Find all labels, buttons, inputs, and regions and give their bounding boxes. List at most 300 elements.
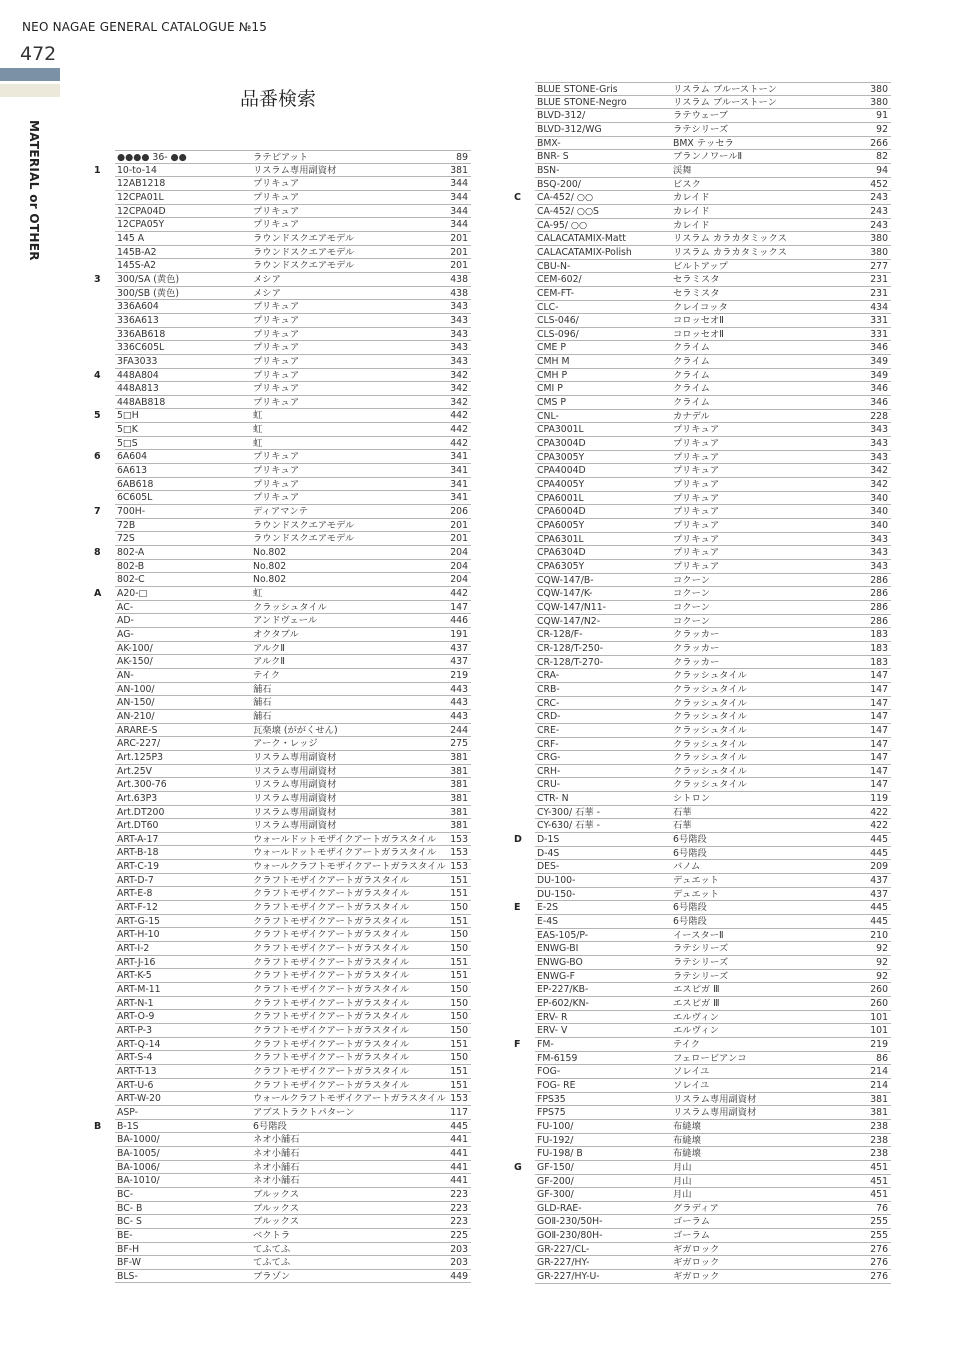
product-code: 802-A <box>117 547 145 559</box>
product-code: GR-227/HY-U- <box>537 1271 600 1283</box>
page-reference: 442 <box>450 424 468 436</box>
product-name: クラフトモザイクアートガラスタイル <box>253 984 410 996</box>
product-name: ソレイユ <box>673 1079 710 1091</box>
product-code: BC- <box>117 1188 134 1200</box>
index-row <box>115 997 471 1011</box>
product-code: ASP- <box>117 1106 139 1118</box>
product-code: BLS- <box>117 1270 138 1282</box>
product-name: カレイド <box>673 192 710 204</box>
product-code: 6C605L <box>117 492 153 504</box>
index-row <box>514 191 891 205</box>
index-row <box>535 983 891 997</box>
index-row <box>535 874 891 888</box>
index-row <box>115 191 471 205</box>
product-code: 10-to-14 <box>117 164 157 176</box>
product-code: CRH- <box>537 765 561 777</box>
index-row <box>115 1065 471 1079</box>
product-name: プリキュア <box>253 178 300 190</box>
product-code: D-4S <box>537 847 560 859</box>
index-row <box>115 683 471 697</box>
section-side-label: MATERIAL or OTHER <box>27 120 41 261</box>
product-name: 舗石 <box>253 697 272 709</box>
page-reference: 91 <box>876 110 888 122</box>
product-code: 5□K <box>117 424 138 436</box>
page-reference: 381 <box>870 1107 888 1119</box>
index-row <box>115 724 471 738</box>
index-row <box>535 437 891 451</box>
product-code: ART-W-20 <box>117 1093 161 1105</box>
product-name: No.802 <box>253 560 287 572</box>
product-code: GOⅡ-230/50H- <box>537 1216 603 1228</box>
index-row <box>115 833 471 847</box>
index-row <box>535 806 891 820</box>
page-reference: 343 <box>450 301 468 313</box>
product-code: FPS75 <box>537 1107 566 1119</box>
product-code: CPA4005Y <box>537 479 585 491</box>
product-code: A20-□ <box>117 588 148 599</box>
index-row <box>94 587 471 601</box>
product-code: CPA6301L <box>537 533 584 545</box>
product-code: CEM-602/ <box>537 274 582 286</box>
product-name: エスピガ Ⅲ <box>673 984 720 996</box>
index-row <box>535 519 891 533</box>
product-code: BLVD-312/WG <box>537 123 602 135</box>
product-code: 448A813 <box>117 383 159 395</box>
index-row <box>535 178 891 192</box>
header-accent-bar-light <box>0 84 60 97</box>
product-name: プリキュア <box>673 465 720 477</box>
product-code: CRG- <box>537 752 561 764</box>
product-code: CPA4004D <box>537 465 586 477</box>
product-name: ベクトラ <box>253 1229 291 1241</box>
product-name: ラテウェーブ <box>673 110 728 122</box>
index-row <box>115 751 471 765</box>
product-code: 6A613 <box>117 465 148 477</box>
page-reference: 441 <box>450 1134 468 1146</box>
page-reference: 223 <box>450 1202 468 1214</box>
product-code: ERV- V <box>537 1025 568 1037</box>
product-code: ART-P-3 <box>117 1025 152 1036</box>
page-reference: 76 <box>876 1202 888 1214</box>
product-code: 145S-A2 <box>117 260 157 272</box>
product-code: GR-227/CL- <box>537 1243 590 1255</box>
product-name: プリキュア <box>253 396 300 408</box>
page-reference: 243 <box>870 205 888 217</box>
index-row <box>115 532 471 546</box>
page-reference: 380 <box>870 233 888 245</box>
product-code: GLD-RAE- <box>537 1202 582 1214</box>
index-group-letter: G <box>514 1161 522 1173</box>
catalogue-header: NEO NAGAE GENERAL CATALOGUE №15 <box>22 20 268 34</box>
product-code: CRB- <box>537 683 560 695</box>
product-code: 336C605L <box>117 342 165 354</box>
product-name: クラフトモザイクアートガラスタイル <box>253 1038 410 1050</box>
product-name: ウォールドットモザイクアートガラスタイル <box>253 833 437 845</box>
index-row <box>115 1174 471 1188</box>
product-code: 6AB618 <box>117 478 154 490</box>
index-row <box>115 177 471 191</box>
index-row <box>535 669 891 683</box>
index-row <box>535 505 891 519</box>
product-name: 6号階段 <box>253 1120 287 1132</box>
page-reference: 153 <box>450 847 468 859</box>
product-name: プリキュア <box>253 191 300 203</box>
index-row <box>535 628 891 642</box>
index-row <box>535 287 891 301</box>
page-reference: 231 <box>870 287 888 299</box>
page-reference: 340 <box>870 506 888 518</box>
product-code: Art.300-76 <box>117 779 167 791</box>
page-reference: 147 <box>870 765 888 777</box>
page-reference: 349 <box>870 356 888 368</box>
product-code: CALACATAMIX-Matt <box>537 233 626 245</box>
product-name: クラフトモザイクアートガラスタイル <box>253 888 410 900</box>
product-name: プリキュア <box>253 383 300 395</box>
page-reference: 442 <box>450 588 468 599</box>
product-name: シトロン <box>673 793 711 805</box>
index-row <box>115 765 471 779</box>
product-name: テイク <box>673 1038 701 1050</box>
product-name: リスラム専用副資材 <box>253 765 337 777</box>
product-code: FM- <box>537 1038 554 1050</box>
index-row <box>535 341 891 355</box>
product-name: コクーン <box>673 588 711 600</box>
index-row <box>115 491 471 505</box>
product-name: アーク・レッジ <box>253 738 318 750</box>
index-row <box>115 396 471 410</box>
product-code: 3FA3033 <box>117 355 158 367</box>
index-row <box>115 778 471 792</box>
product-code: 6A604 <box>117 451 148 463</box>
index-row <box>535 970 891 984</box>
product-name: ソレイユ <box>673 1066 710 1078</box>
product-code: CA-95/ ○○ <box>537 219 588 231</box>
index-row <box>535 137 891 151</box>
product-code: CPA6304D <box>537 547 586 559</box>
page-reference: 452 <box>870 178 888 190</box>
product-name: 石華 <box>673 806 692 818</box>
page-reference: 231 <box>870 274 888 286</box>
index-row <box>115 382 471 396</box>
product-name: リスラム カラカタミックス <box>673 233 787 245</box>
index-row <box>115 573 471 587</box>
index-row <box>115 218 471 232</box>
page-reference: 238 <box>870 1134 888 1146</box>
page-reference: 228 <box>870 410 888 422</box>
index-row <box>115 669 471 683</box>
product-code: GF-150/ <box>537 1161 574 1173</box>
page-reference: 342 <box>450 396 468 408</box>
index-row <box>115 355 471 369</box>
product-name: ビスク <box>673 178 701 190</box>
product-name: ラテシリーズ <box>673 970 729 982</box>
product-code: BSQ-200/ <box>537 178 581 190</box>
product-name: ラテピアット <box>253 152 309 163</box>
product-name: プリキュア <box>253 328 300 340</box>
product-name: ラテシリーズ <box>673 957 729 968</box>
product-name: クライム <box>673 369 710 381</box>
product-code: CNL- <box>537 410 559 422</box>
product-code: ART-U-6 <box>117 1079 154 1091</box>
product-code: ENWG-F <box>537 970 575 982</box>
product-name: コクーン <box>673 615 711 627</box>
page-reference: 346 <box>870 397 888 409</box>
product-code: ART-I-2 <box>117 943 150 955</box>
index-row <box>514 901 891 915</box>
page-reference: 147 <box>870 738 888 750</box>
page-reference: 183 <box>870 642 888 654</box>
page-reference: 445 <box>450 1120 468 1132</box>
product-code: DU-150- <box>537 888 576 900</box>
product-name: テイク <box>253 669 281 681</box>
page-reference: 340 <box>870 520 888 531</box>
index-row <box>535 1188 891 1202</box>
product-name: クラフトモザイクアートガラスタイル <box>253 1065 410 1077</box>
product-name: クラッシュタイル <box>253 601 327 613</box>
product-code: FPS35 <box>537 1093 566 1105</box>
index-row <box>535 574 891 588</box>
page-reference: 343 <box>450 342 468 354</box>
product-name: ラウンドスクエアモデル <box>253 260 355 272</box>
product-code: AC- <box>117 601 134 613</box>
product-name: 6号階段 <box>673 916 707 928</box>
index-row <box>535 96 891 110</box>
page-reference: 101 <box>870 1025 888 1037</box>
page-reference: 380 <box>870 246 888 258</box>
index-row <box>115 423 471 437</box>
product-name: プリキュア <box>253 219 300 231</box>
product-code: 802-B <box>117 560 145 572</box>
product-name: 月山 <box>673 1175 692 1187</box>
product-code: ART-J-16 <box>117 956 156 968</box>
index-row <box>115 519 471 533</box>
product-code: GF-200/ <box>537 1175 574 1187</box>
product-code: ART-Q-14 <box>117 1038 161 1050</box>
index-row <box>115 928 471 942</box>
index-row <box>115 328 471 342</box>
index-group-letter: B <box>94 1120 102 1132</box>
product-name: ゴーラム <box>673 1216 711 1228</box>
page-reference: 286 <box>870 601 888 613</box>
index-row <box>115 956 471 970</box>
product-code: ENWG-BI <box>537 943 579 955</box>
page-reference: 201 <box>450 260 468 272</box>
page-reference: 449 <box>450 1270 468 1282</box>
page-reference: 437 <box>870 875 888 887</box>
product-name: 石華 <box>673 820 692 832</box>
product-name: No.802 <box>253 547 287 559</box>
index-row <box>115 1038 471 1052</box>
index-row <box>535 778 891 792</box>
product-code: 12CPA05Y <box>117 219 165 231</box>
index-row <box>535 1147 891 1161</box>
product-name: アルクⅡ <box>253 642 285 654</box>
product-name: ネオ小舗石 <box>253 1134 300 1146</box>
product-code: E-2S <box>537 902 559 914</box>
page-reference: 151 <box>450 956 468 968</box>
index-row <box>115 696 471 710</box>
product-code: CRU- <box>537 779 561 791</box>
page-reference: 238 <box>870 1120 888 1132</box>
product-code: FM-6159 <box>537 1052 578 1064</box>
page-reference: 151 <box>450 1079 468 1091</box>
product-code: 5□S <box>117 437 138 449</box>
product-code: GR-227/HY- <box>537 1257 590 1269</box>
page-reference: 445 <box>870 834 888 846</box>
page-reference: 451 <box>870 1161 888 1173</box>
page-reference: 343 <box>870 547 888 559</box>
product-name: クラッシュタイル <box>673 724 747 736</box>
product-name: プリキュア <box>253 465 300 477</box>
page-reference: 151 <box>450 915 468 927</box>
product-name: 舗石 <box>253 683 272 695</box>
product-name: プリキュア <box>673 492 720 504</box>
page-reference: 277 <box>870 260 888 272</box>
index-row <box>535 1106 891 1120</box>
product-name: リスラム専用副資材 <box>673 1093 757 1105</box>
index-row <box>535 492 891 506</box>
index-row <box>535 301 891 315</box>
product-code: CBU-N- <box>537 260 571 272</box>
index-group-letter: 1 <box>94 164 101 176</box>
product-code: CMS P <box>537 397 566 409</box>
product-code: ENWG-BO <box>537 957 583 968</box>
product-name: クラフトモザイクアートガラスタイル <box>253 915 410 927</box>
page-reference: 147 <box>450 601 468 613</box>
page-reference: 223 <box>450 1188 468 1200</box>
product-name: プリキュア <box>253 342 300 354</box>
page-reference: 183 <box>870 656 888 668</box>
index-row <box>535 1052 891 1066</box>
product-name: 虹 <box>253 588 263 599</box>
page-reference: 381 <box>450 164 468 176</box>
product-name: エルヴィン <box>673 1025 719 1037</box>
page-reference: 223 <box>450 1216 468 1228</box>
index-row <box>535 656 891 670</box>
index-row <box>535 1256 891 1270</box>
product-code: BC- S <box>117 1216 142 1228</box>
product-code: CY-300/ 石華 - <box>537 806 600 818</box>
index-row <box>535 956 891 970</box>
product-name: リスラム ブルーストーン <box>673 84 777 95</box>
index-row <box>115 1215 471 1229</box>
product-name: セラミスタ <box>673 274 720 286</box>
page-reference: 342 <box>450 383 468 395</box>
index-row <box>535 615 891 629</box>
product-code: CA-452/ ○○ <box>537 192 594 204</box>
page-reference: 380 <box>870 84 888 95</box>
index-row <box>115 464 471 478</box>
page-reference: 343 <box>870 438 888 450</box>
page-reference: 331 <box>870 315 888 327</box>
index-row <box>535 533 891 547</box>
index-row <box>535 82 891 96</box>
product-code: 300/SA (黄色) <box>117 273 180 285</box>
product-name: ネオ小舗石 <box>253 1147 300 1159</box>
page-reference: 214 <box>870 1079 888 1091</box>
product-code: ART-A-17 <box>117 833 159 845</box>
index-row <box>115 710 471 724</box>
product-code: 336A604 <box>117 301 159 313</box>
index-row <box>535 260 891 274</box>
product-name: ウォールクラフトモザイクアートガラスタイル <box>253 861 446 873</box>
index-row <box>535 1120 891 1134</box>
index-row <box>115 205 471 219</box>
product-name: 6号階段 <box>673 834 707 846</box>
index-row <box>115 300 471 314</box>
product-name: 渓舞 <box>673 164 692 176</box>
product-code: D-1S <box>537 834 560 846</box>
product-code: E-4S <box>537 916 559 928</box>
product-code: ART-S-4 <box>117 1052 153 1064</box>
index-row <box>115 655 471 669</box>
index-row <box>115 314 471 328</box>
page-reference: 343 <box>450 328 468 340</box>
index-row <box>535 464 891 478</box>
page-reference: 349 <box>870 369 888 381</box>
product-name: プリキュア <box>673 451 720 463</box>
product-code: ART-G-15 <box>117 915 161 927</box>
product-name: クラフトモザイクアートガラスタイル <box>253 1079 410 1091</box>
product-code: DU-100- <box>537 875 576 887</box>
index-row <box>115 1106 471 1120</box>
product-code: ARC-227/ <box>117 738 161 750</box>
index-group-letter: E <box>514 902 521 914</box>
product-code: CPA3001L <box>537 424 584 436</box>
page-reference: 343 <box>870 451 888 463</box>
index-row <box>535 410 891 424</box>
index-row <box>94 409 471 423</box>
index-row <box>115 915 471 929</box>
product-code: CQW-147/K- <box>537 588 593 600</box>
product-code: CME P <box>537 342 566 354</box>
index-row <box>535 929 891 943</box>
product-code: 145 A <box>117 232 145 244</box>
index-row <box>535 1229 891 1243</box>
index-row <box>535 642 891 656</box>
page-reference: 331 <box>870 328 888 340</box>
page-reference: 151 <box>450 1038 468 1050</box>
product-name: ウォールクラフトモザイクアートガラスタイル <box>253 1093 446 1105</box>
product-name: カレイド <box>673 219 710 231</box>
page-reference: 238 <box>870 1148 888 1160</box>
product-code: CQW-147/B- <box>537 574 594 586</box>
page-reference: 451 <box>870 1175 888 1187</box>
product-name: エルヴィン <box>673 1011 719 1023</box>
index-row <box>535 246 891 260</box>
index-row <box>115 874 471 888</box>
index-row <box>115 792 471 806</box>
product-name: ブルックス <box>253 1216 300 1228</box>
product-code: Art.25V <box>117 765 152 777</box>
index-group-letter: F <box>514 1038 521 1050</box>
page-reference: 438 <box>450 287 468 299</box>
index-row <box>535 738 891 752</box>
product-name: クラッシュタイル <box>673 765 747 777</box>
product-name: コクーン <box>673 574 711 586</box>
product-code: BA-1010/ <box>117 1175 160 1187</box>
product-name: オクタブル <box>253 628 299 640</box>
index-row <box>115 628 471 642</box>
product-name: 布縫壊 <box>673 1134 701 1146</box>
page-reference: 219 <box>870 1038 888 1050</box>
page-reference: 438 <box>450 273 468 285</box>
product-name: リスラム専用副資材 <box>253 806 337 818</box>
page-reference: 201 <box>450 232 468 244</box>
page-reference: 441 <box>450 1161 468 1173</box>
page-reference: 276 <box>870 1243 888 1255</box>
index-row <box>535 765 891 779</box>
